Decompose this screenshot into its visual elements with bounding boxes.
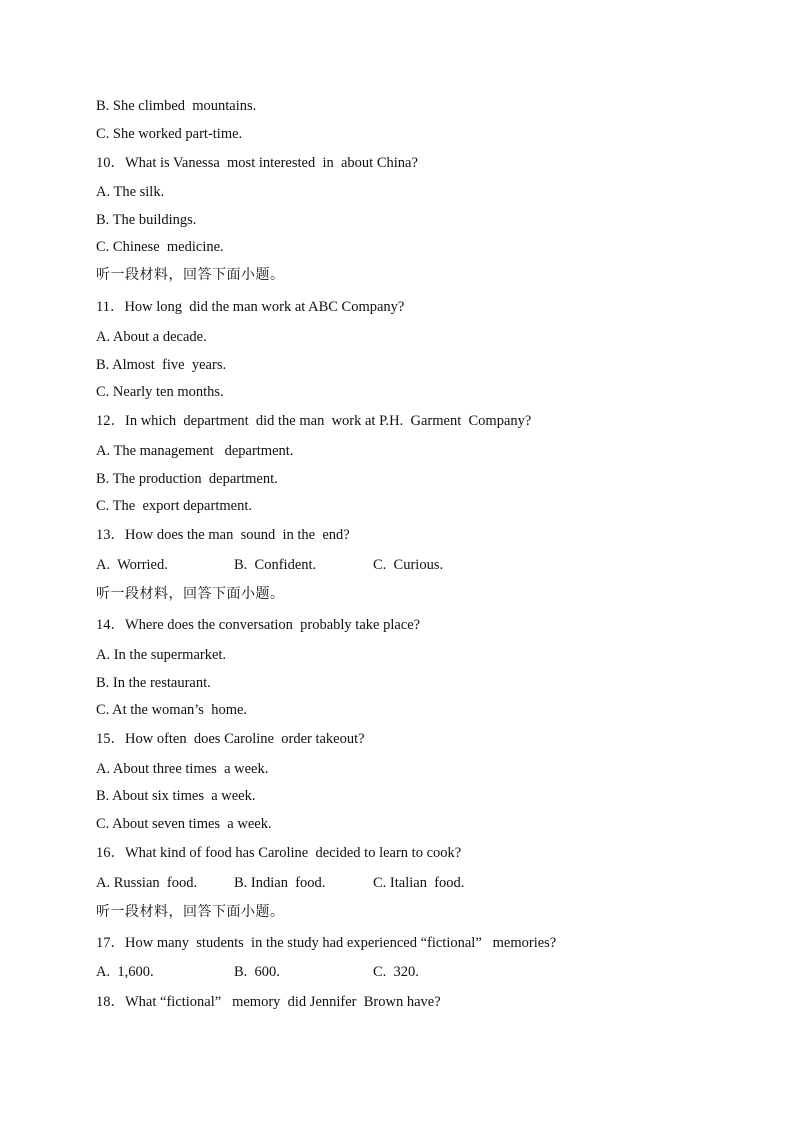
question-13: 13．How does the man sound in the end?	[96, 527, 350, 543]
q10-option-c: C. Chinese medicine.	[96, 239, 224, 255]
q16-option-c: C. Italian food.	[373, 875, 465, 891]
q17-option-c: C. 320.	[373, 964, 419, 980]
section-instruction: 听一段材料，回答下面小题。	[96, 267, 285, 283]
q17-options	[96, 963, 696, 981]
q17-option-a: A. 1,600.	[96, 964, 154, 980]
question-11: 11．How long did the man work at ABC Company?	[96, 299, 405, 315]
q13-options	[96, 556, 696, 574]
q16-options	[96, 874, 696, 892]
q16-option-a: A. Russian food.	[96, 875, 198, 891]
question-18: 18．What “fictional” memory did Jennifer Brown have?	[96, 994, 441, 1010]
q14-option-c: C. At the woman’s home.	[96, 702, 248, 718]
section-instruction: 听一段材料，回答下面小题。	[96, 904, 285, 920]
q13-option-c: C. Curious.	[373, 557, 444, 573]
q9-option-c: C. She worked part-time.	[96, 126, 243, 142]
q14-option-b: B. In the restaurant.	[96, 675, 211, 691]
section-instruction: 听一段材料，回答下面小题。	[96, 586, 285, 602]
question-16: 16．What kind of food has Caroline decided to learn to cook?	[96, 845, 462, 861]
q10-option-a: A. The silk.	[96, 184, 165, 200]
q16-option-b: B. Indian food.	[234, 875, 326, 891]
question-10: 10．What is Vanessa most interested in about China?	[96, 155, 418, 171]
q12-option-b: B. The production department.	[96, 471, 278, 487]
q15-option-a: A. About three times a week.	[96, 761, 269, 777]
q11-option-c: C. Nearly ten months.	[96, 384, 224, 400]
q10-option-b: B. The buildings.	[96, 212, 197, 228]
q13-option-a: A. Worried.	[96, 557, 168, 573]
q9-option-b: B. She climbed mountains.	[96, 98, 257, 114]
question-15: 15．How often does Caroline order takeout?	[96, 731, 365, 747]
q13-option-b: B. Confident.	[234, 557, 317, 573]
question-12: 12．In which department did the man work at P.H. Garment Company?	[96, 413, 532, 429]
question-17: 17．How many students in the study had experienced “fictional” memories?	[96, 935, 557, 951]
question-14: 14．Where does the conversation probably take place?	[96, 617, 421, 633]
q12-option-c: C. The export department.	[96, 498, 252, 514]
q11-option-a: A. About a decade.	[96, 329, 207, 345]
q12-option-a: A. The management department.	[96, 443, 294, 459]
q14-option-a: A. In the supermarket.	[96, 647, 227, 663]
q17-option-b: B. 600.	[234, 964, 280, 980]
q15-option-c: C. About seven times a week.	[96, 816, 272, 832]
q11-option-b: B. Almost five years.	[96, 357, 227, 373]
q15-option-b: B. About six times a week.	[96, 788, 256, 804]
